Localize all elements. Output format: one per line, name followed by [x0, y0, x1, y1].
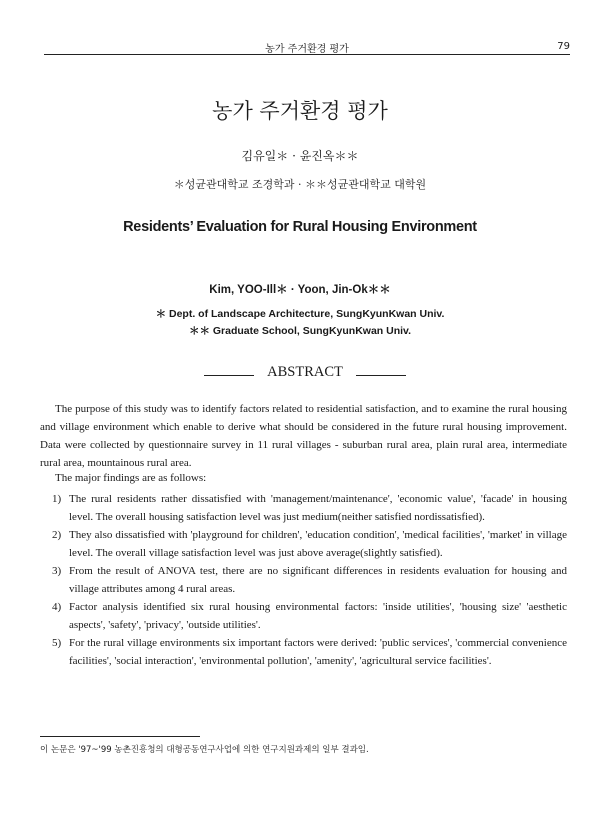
- finding-number: 3): [52, 565, 62, 577]
- finding-item: [52, 526, 567, 562]
- finding-number: 2): [52, 529, 62, 541]
- finding-text: The rural residents rather dissatisfied with 'management/maintenance', 'economic value', 'facade' in housing level. The overall housing satisfaction level was just medium(neither satisfied nordissatisfied).: [69, 493, 567, 523]
- finding-item: [52, 490, 567, 526]
- korean-title: 농가 주거환경 평가: [212, 99, 388, 123]
- abstract-paragraph: The purpose of this study was to identify factors related to residential satisfaction, and to examine the rural housing and village environment which enable to derive what should be considered in the future rural housing improvement. Data were collected by questionnaire survey in 11 rural villages - suburban rural area, plain rural area, intermediate rural area, mountainous rural area.: [40, 403, 567, 469]
- heading-rule-right: [356, 375, 406, 376]
- finding-text: For the rural village environments six important factors were derived: 'public services', 'commercial convenience facilities', 'social interaction', 'environmental pollution', 'amenity', 'agricultural service facilities'.: [69, 637, 567, 667]
- abstract-body: [40, 400, 567, 472]
- finding-number: 4): [52, 601, 62, 613]
- finding-item: [52, 634, 567, 670]
- footnote-rule: [40, 736, 200, 737]
- korean-affiliations: ＊성균관대학교 조경학과 · ＊＊성균관대학교 대학원: [173, 178, 427, 191]
- finding-item: [52, 562, 567, 598]
- korean-authors: 김유일＊ · 윤진옥＊＊: [241, 149, 359, 163]
- finding-text: From the result of ANOVA test, there are no significant differences in residents evaluation for housing and village attributes among 4 rural areas.: [69, 565, 567, 595]
- english-authors: Kim, YOO-Ill＊ · Yoon, Jin-Ok＊＊: [209, 284, 391, 296]
- finding-text: Factor analysis identified six rural housing environmental factors: 'inside utilities', 'housing size' 'aesthetic aspects', 'safety', 'privacy', 'outside utilities'.: [69, 601, 567, 631]
- finding-item: [52, 598, 567, 634]
- english-title: Residents’ Evaluation for Rural Housing Environment: [123, 219, 477, 235]
- abstract-heading: [200, 364, 410, 384]
- english-affiliation-1: ＊ Dept. of Landscape Architecture, SungKyunKwan Univ.: [155, 308, 445, 320]
- abstract-heading-text: ABSTRACT: [267, 364, 343, 380]
- page-number: 79: [557, 41, 570, 52]
- english-affiliation-2: ＊＊ Graduate School, SungKyunKwan Univ.: [188, 325, 412, 337]
- running-header: [44, 40, 570, 55]
- finding-number: 5): [52, 637, 62, 649]
- footnote: 이 논문은 '97~'99 농촌진흥청의 대형공동연구사업에 의한 연구지원과제의 일부 결과임.: [40, 745, 369, 755]
- running-header-title: 농가 주거환경 평가: [265, 44, 349, 55]
- findings-list: [52, 490, 567, 670]
- finding-number: 1): [52, 493, 62, 505]
- major-findings-intro: The major findings are as follows:: [55, 472, 207, 484]
- finding-text: They also dissatisfied with 'playground for children', 'education condition', 'medical facilities', 'market' in village level. The overall village satisfaction level was just above average(slightly satisfied).: [69, 529, 567, 559]
